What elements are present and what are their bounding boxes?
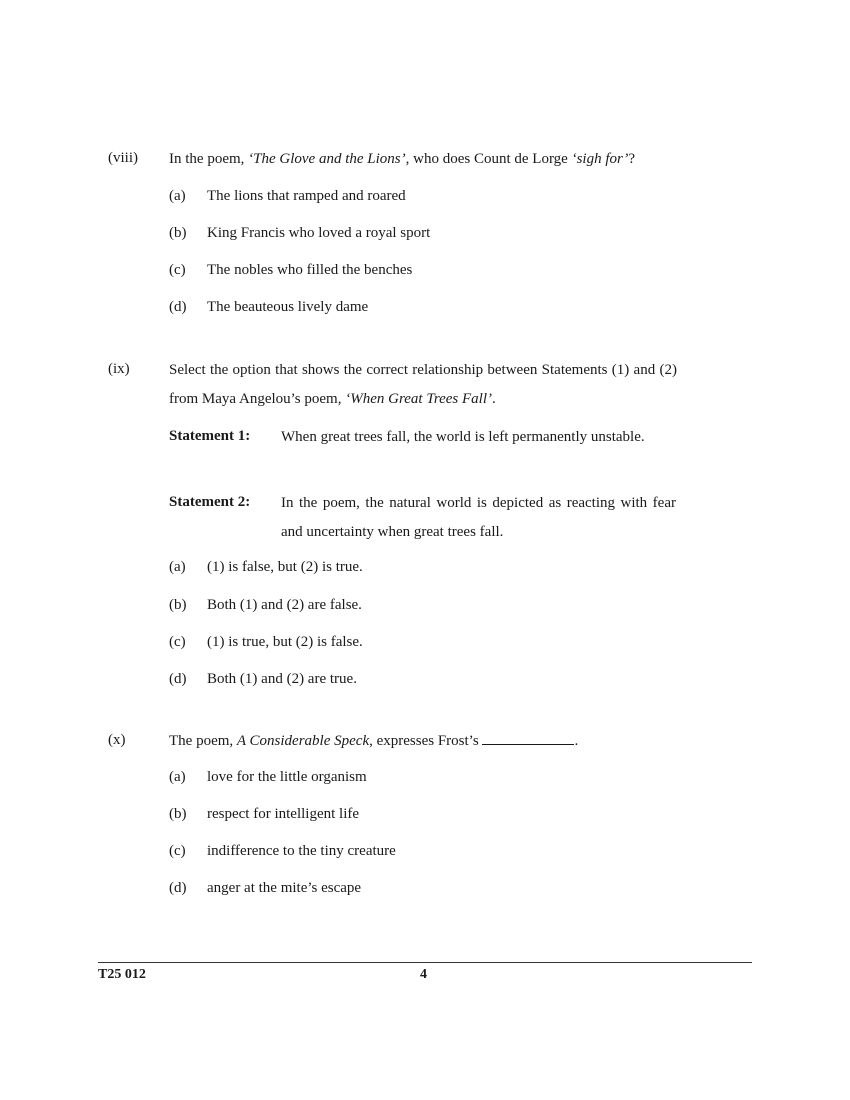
quoted-phrase: ‘sigh for’ (571, 151, 629, 167)
question-prompt: In the poem, ‘The Glove and the Lions’, who does Count de Lorge ‘sigh for’? (169, 151, 636, 167)
option-text: Both (1) and (2) are false. (207, 597, 362, 613)
question-prompt: Select the option that shows the correct relationship between Statements (1) and (2) from Maya Angelou’s poem, ‘When Great Trees Fall’. (169, 362, 677, 407)
option-text: respect for intelligent life (207, 806, 360, 822)
option-label: (a) (169, 559, 186, 575)
option-text: The lions that ramped and roared (207, 188, 406, 204)
poem-title: A Considerable Speck (236, 733, 370, 749)
option-text: love for the little organism (207, 769, 367, 785)
option-label: (a) (169, 769, 186, 785)
question-number: (ix) (108, 361, 130, 377)
footer-divider (98, 962, 752, 963)
option-text: The nobles who filled the benches (207, 262, 413, 278)
option-text: anger at the mite’s escape (207, 880, 362, 896)
statement-label: Statement 2: (169, 494, 251, 510)
option-text: The beauteous lively dame (207, 299, 369, 315)
question-number: (viii) (108, 150, 138, 166)
option-label: (c) (169, 262, 186, 278)
option-text: (1) is false, but (2) is true. (207, 559, 363, 575)
option-text: indifference to the tiny creature (207, 843, 396, 859)
option-text: Both (1) and (2) are true. (207, 671, 357, 687)
option-label: (d) (169, 299, 187, 315)
question-prompt: The poem, A Considerable Speck, expresses Frost’s . (169, 727, 677, 756)
option-label: (c) (169, 634, 186, 650)
statement-text: When great trees fall, the world is left permanently unstable. (281, 429, 645, 445)
statement-label: Statement 1: (169, 428, 251, 444)
option-label: (b) (169, 806, 187, 822)
question-number: (x) (108, 732, 126, 748)
page-number: 4 (420, 967, 427, 982)
poem-title: ‘The Glove and the Lions’ (248, 151, 406, 167)
option-label: (b) (169, 597, 187, 613)
answer-blank (482, 730, 574, 745)
option-label: (c) (169, 843, 186, 859)
poem-title: ‘When Great Trees Fall’ (345, 391, 493, 407)
statement-text: In the poem, the natural world is depicted as reacting with fear and uncertainty when great trees fall. (281, 495, 676, 540)
paper-code: T25 012 (98, 967, 146, 982)
option-text: King Francis who loved a royal sport (207, 225, 431, 241)
option-label: (a) (169, 188, 186, 204)
option-label: (b) (169, 225, 187, 241)
option-label: (d) (169, 880, 187, 896)
option-label: (d) (169, 671, 187, 687)
option-text: (1) is true, but (2) is false. (207, 634, 363, 650)
